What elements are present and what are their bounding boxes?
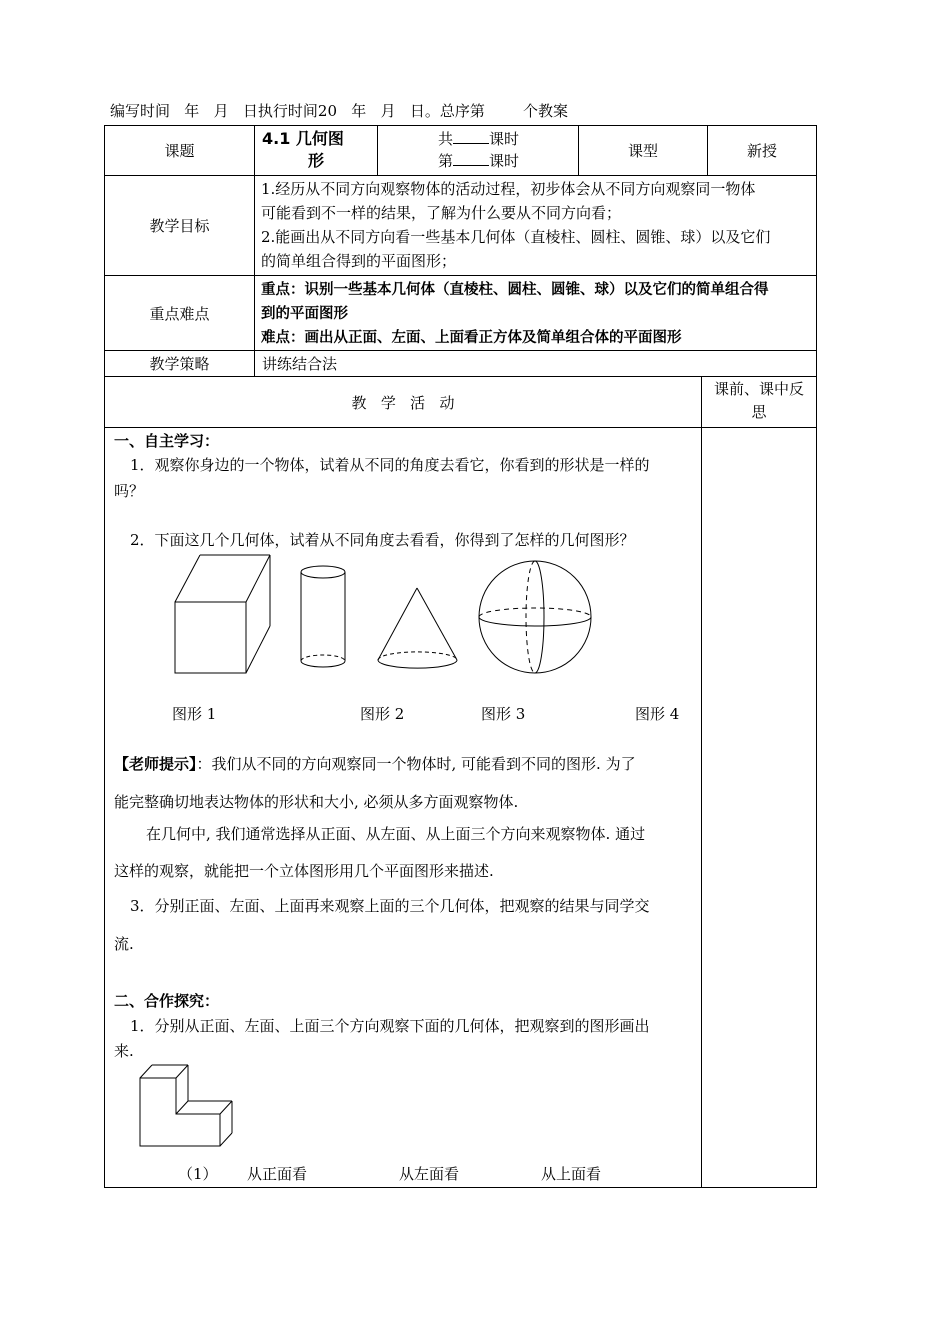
cube-figure [175, 555, 270, 673]
l-shape-figure [130, 1060, 250, 1150]
q3-line2: 流. [114, 935, 134, 953]
goals-line: 的简单组合得到的平面图形； [261, 252, 457, 270]
strategy-label: 教学策略 [149, 355, 210, 373]
key-line: 重点：识别一些基本几何体（直棱柱、圆柱、圆锥、球）以及它们的简单组合得 [261, 282, 769, 298]
view-label-top: 从上面看 [541, 1165, 602, 1183]
cylinder-figure [301, 566, 345, 667]
q1-line1: 1．观察你身边的一个物体，试着从不同的角度去看它，你看到的形状是一样的 [130, 456, 650, 474]
key-line: 难点：画出从正面、左面、上面看正方体及简单组合体的平面图形 [261, 330, 682, 346]
hours-index-suffix: 课时 [489, 152, 520, 170]
hours-index-prefix: 第 [438, 152, 454, 170]
fig-label-4: 图形 4 [635, 705, 680, 723]
topic-value-line2: 形 [308, 151, 325, 170]
para2-line2: 这样的观察，就能把一个立体图形用几个平面图形来描述. [114, 862, 494, 880]
strategy-value: 讲练结合法 [262, 355, 338, 373]
topic-label: 课题 [164, 142, 195, 160]
teacher-tip [114, 753, 636, 776]
view-label-left: 从左面看 [399, 1165, 460, 1183]
key-line: 到的平面图形 [261, 306, 348, 322]
reflect-header [702, 378, 816, 424]
fig-label-3: 图形 3 [481, 705, 526, 723]
hours-total-prefix: 共 [438, 130, 454, 148]
view-label-index: （1） [178, 1165, 218, 1183]
activity-header: 教 学 活 动 [351, 393, 455, 412]
tip-line1: ：我们从不同的方向观察同一个物体时, 可能看到不同的图形. 为了 [196, 755, 636, 773]
goals-text [261, 177, 815, 273]
fig-label-1: 图形 1 [172, 705, 217, 723]
goals-line: 可能看到不一样的结果，了解为什么要从不同方向看； [261, 204, 622, 222]
section1-title: 一、自主学习： [114, 432, 220, 450]
q4-line1: 1．分别从正面、左面、上面三个方向观察下面的几何体，把观察到的图形画出 [130, 1017, 650, 1035]
cone-figure [378, 588, 457, 668]
view-label-front: 从正面看 [247, 1165, 308, 1183]
sphere-figure [479, 561, 591, 673]
solids-figure [160, 550, 620, 680]
para2-line1: 在几何中, 我们通常选择从正面、从左面、从上面三个方向来观察物体. 通过 [146, 825, 646, 843]
hours-block [438, 128, 519, 172]
type-label: 课型 [627, 142, 658, 160]
lesson-header: 编写时间 年 月 日执行时间20 年 月 日。总序第 个教案 [110, 102, 569, 120]
section2-title: 二、合作探究： [114, 992, 220, 1010]
hours-index-blank[interactable] [453, 151, 489, 166]
topic-value-line1: 4.1 几何图 [262, 129, 344, 148]
q1-line2: 吗？ [114, 482, 145, 500]
goals-line: 2.能画出从不同方向看一些基本几何体（直棱柱、圆柱、圆锥、球）以及它们 [261, 228, 771, 246]
hours-total-suffix: 课时 [489, 130, 520, 148]
tip-label: 【老师提示】 [114, 755, 197, 773]
goals-line: 1.经历从不同方向观察物体的活动过程，初步体会从不同方向观察同一物体 [261, 180, 756, 198]
goals-label: 教学目标 [149, 217, 210, 235]
key-label: 重点难点 [149, 304, 210, 323]
key-text [261, 278, 815, 350]
type-value: 新授 [746, 142, 777, 160]
reflect-header-line1: 课前、课中反 [713, 380, 804, 398]
q3-line1: 3．分别正面、左面、上面再来观察上面的三个几何体，把观察的结果与同学交 [130, 897, 650, 915]
hours-total-blank[interactable] [453, 129, 489, 144]
topic-value [262, 128, 374, 172]
fig-label-2: 图形 2 [360, 705, 405, 723]
q2: 2．下面这几个几何体，试着从不同角度去看看，你得到了怎样的几何图形？ [130, 531, 635, 549]
q4-line2: 来. [114, 1042, 134, 1060]
reflect-header-line2: 思 [751, 403, 767, 421]
tip-line2: 能完整确切地表达物体的形状和大小, 必须从多方面观察物体. [114, 793, 519, 811]
